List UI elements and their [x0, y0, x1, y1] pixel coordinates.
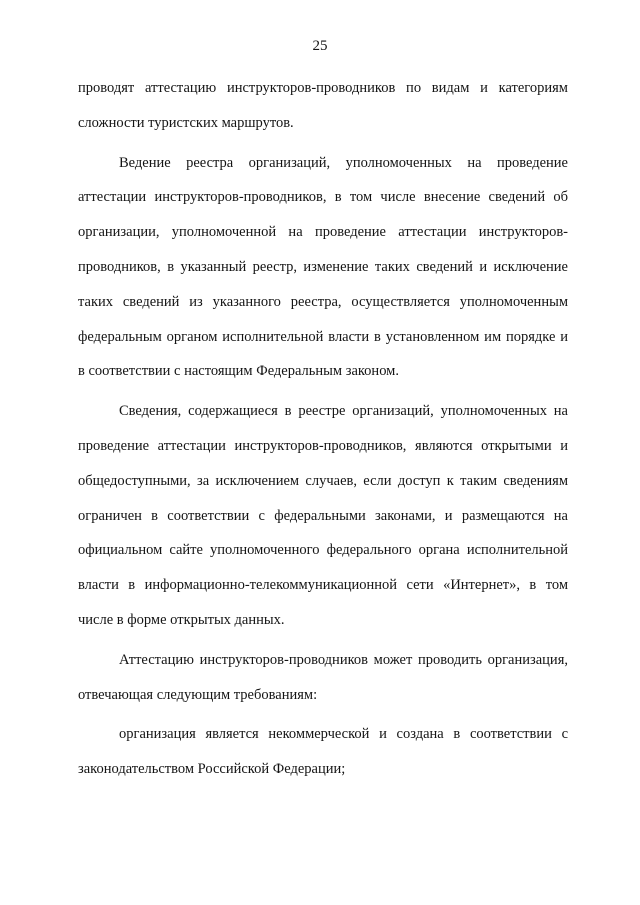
paragraph-continuation: проводят аттестацию инструкторов-проводников по видам и категориям сложности туристских маршрутов. — [78, 80, 568, 131]
page-number: 25 — [312, 38, 328, 54]
paragraph-registry-maintenance: Ведение реестра организаций, уполномоченных на проведение аттестации инструкторов-проводников, в том числе внесение сведений об организации, уполномоченной на проведение аттестации инструкторов-проводников, в указанный реестр, изменение таких сведений и исключение таких сведений из указанного реестра, осуществляется уполномоченным федеральным органом исполнительной власти в установленном им порядке и в соответствии с настоящим Федеральным законом. — [78, 154, 568, 380]
document-body — [78, 71, 568, 792]
paragraph-certification-requirements: Аттестацию инструкторов-проводников может проводить организация, отвечающая следующим требованиям: — [78, 651, 568, 703]
paragraph-requirement-item: организация является некоммерческой и создана в соответствии с законодательством Российской Федерации; — [78, 726, 568, 778]
paragraph-registry-information: Сведения, содержащиеся в реестре организаций, уполномоченных на проведение аттестации инструкторов-проводников, являются открытыми и общедоступными, за исключением случаев, если доступ к таким сведениям ограничен в соответствии с федеральными законами, и размещаются на официальном сайте уполномоченного федерального органа исполнительной власти в информационно-телекоммуникационной сети «Интернет», в том числе в форме открытых данных. — [78, 403, 568, 628]
